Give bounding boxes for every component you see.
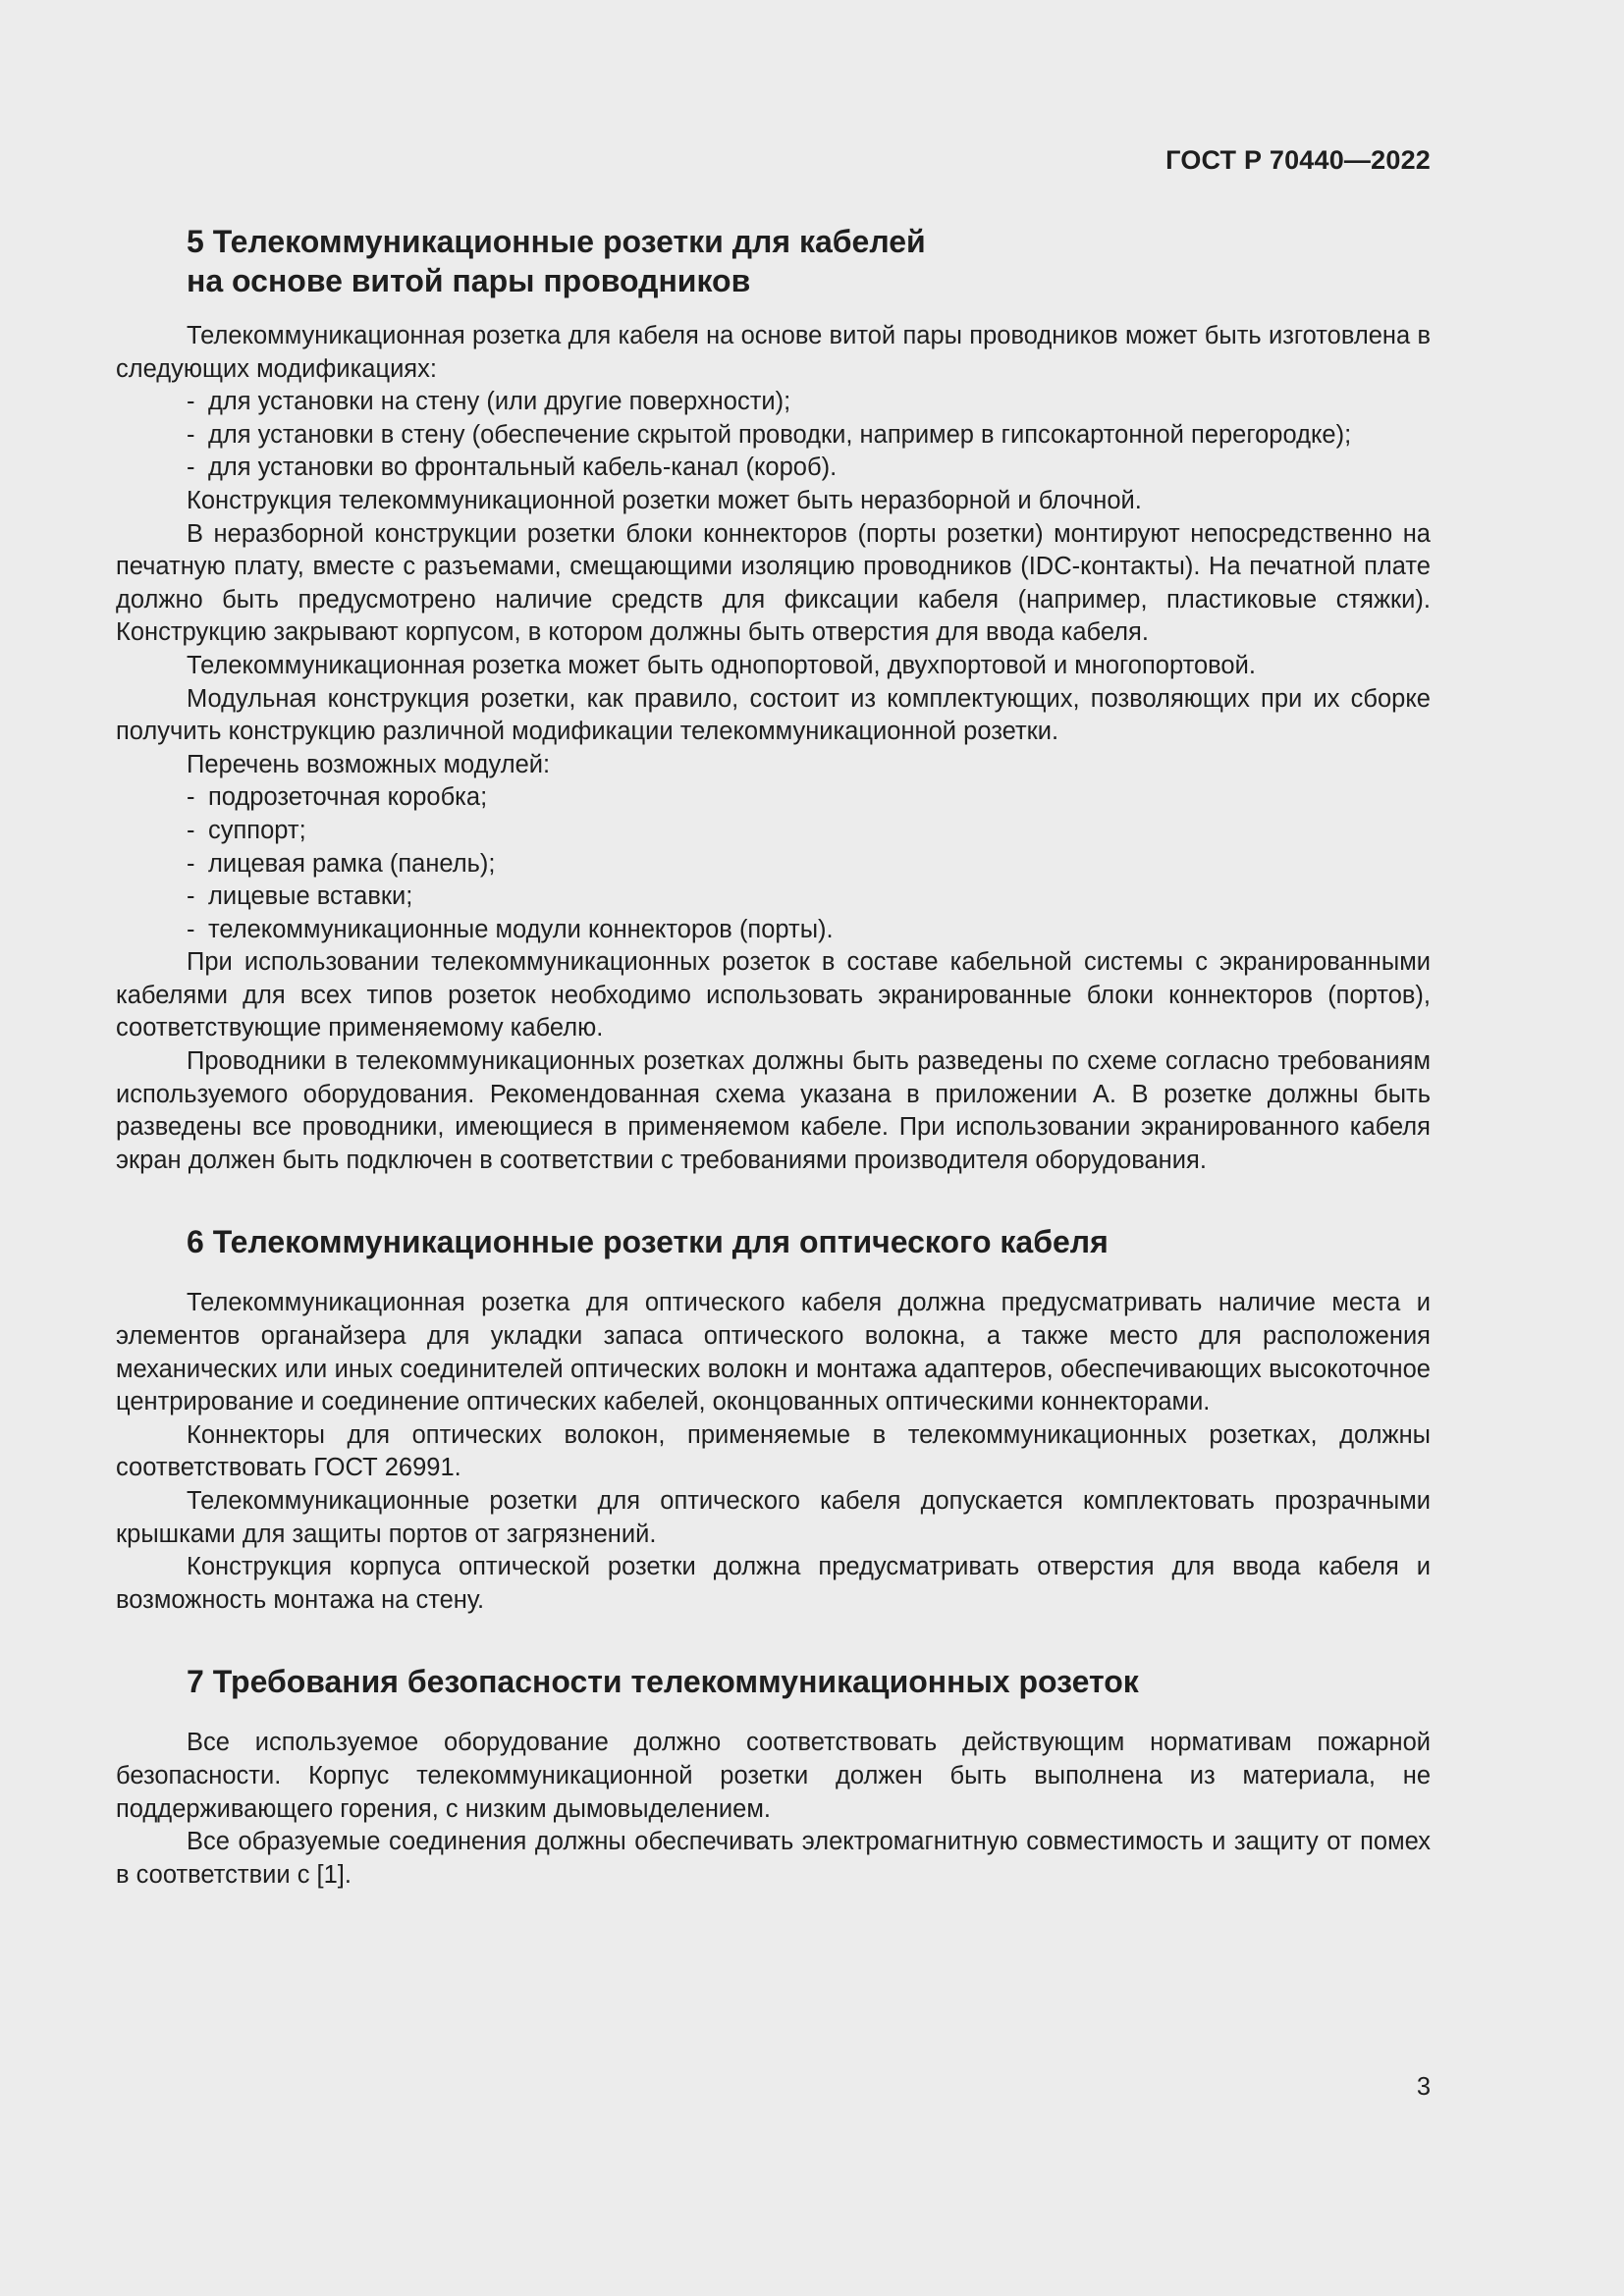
list-item: - для установки на стену (или другие поверхности); [187, 388, 791, 416]
list-item: - для установки в стену (обеспечение скрытой проводки, например в гипсокартонной перегородке); [187, 420, 1352, 449]
section-6-title: 6 Телекоммуникационные розетки для оптического кабеля [187, 1224, 1109, 1260]
paragraph: Конструкция телекоммуникационной розетки может быть неразборной и блочной. [187, 486, 1142, 514]
paragraph: При использовании телекоммуникационных розеток в составе кабельной системы с экранированными кабелями для всех типов розеток необходимо использовать экранированные блоки коннекторов (портов), соответствующие применяемому кабелю. [116, 948, 1431, 1042]
list-item: - для установки во фронтальный кабель-канал (короб). [187, 454, 838, 482]
list-item: - подрозеточная коробка; [187, 783, 488, 812]
section-5-title [116, 222, 1431, 300]
list-item: - суппорт; [187, 816, 306, 844]
paragraph: Все используемое оборудование должно соответствовать действующим нормативам пожарной безопасности. Корпус телекоммуникационной розетки должен быть выполнена из материала, не поддерживающего горения, с низким дымовыделением. [116, 1729, 1431, 1823]
section-6 [116, 1222, 1431, 1617]
section-7-title: 7 Требования безопасности телекоммуникационных розеток [187, 1664, 1139, 1700]
paragraph: Модульная конструкция розетки, как правило, состоит из комплектующих, позволяющих при их сборке получить конструкцию различной модификации телекоммуникационной розетки. [116, 684, 1431, 746]
list-item: - лицевые вставки; [187, 882, 413, 911]
paragraph: Перечень возможных модулей: [187, 750, 551, 778]
paragraph: Проводники в телекоммуникационных розетках должны быть разведены по схеме согласно требованиям используемого оборудования. Рекомендованная схема указана в приложении А. В розетке должны быть разведены все проводники, имеющиеся в применяемом кабеле. При использовании экранированного кабеля экран должен быть подключен в соответствии с требованиями производителя оборудования. [116, 1047, 1431, 1174]
section-5-title-line2: на основе витой пары проводников [187, 263, 751, 298]
page-number: 3 [1416, 2073, 1431, 2101]
paragraph: Конструкция корпуса оптической розетки должна предусматривать отверстия для ввода кабеля и возможность монтажа на стену. [116, 1553, 1431, 1614]
section-7 [116, 1662, 1431, 1892]
paragraph: Коннекторы для оптических волокон, применяемые в телекоммуникационных розетках, должны соответствовать ГОСТ 26991. [116, 1420, 1431, 1482]
document-body [116, 222, 1431, 1892]
paragraph: В неразборной конструкции розетки блоки коннекторов (порты розетки) монтируют непосредственно на печатную плату, вместе с разъемами, смещающими изоляцию проводников (IDC-контакты). На печатной плате должно быть предусмотрено наличие средств для фиксации кабеля (например, пластиковые стяжки). Конструкцию закрывают корпусом, в котором должны быть отверстия для ввода кабеля. [116, 519, 1431, 647]
paragraph: Телекоммуникационная розетка может быть однопортовой, двухпортовой и многопортовой. [187, 651, 1256, 679]
paragraph: Телекоммуникационные розетки для оптического кабеля допускается комплектовать прозрачными крышками для защиты портов от загрязнений. [116, 1487, 1431, 1548]
section-5 [116, 222, 1431, 1177]
document-code: ГОСТ Р 70440—2022 [1165, 145, 1431, 175]
list-item: - лицевая рамка (панель); [187, 849, 496, 878]
list-item: - телекоммуникационные модули коннекторов (порты). [187, 915, 834, 943]
paragraph: Все образуемые соединения должны обеспечивать электромагнитную совместимость и защиту от помех в соответствии с [1]. [116, 1828, 1431, 1889]
section-5-title-line1: 5 Телекоммуникационные розетки для кабелей [187, 224, 926, 259]
paragraph: Телекоммуникационная розетка для кабеля на основе витой пары проводников может быть изготовлена в следующих модификациях: [116, 322, 1431, 383]
paragraph: Телекоммуникационная розетка для оптического кабеля должна предусматривать наличие места и элементов органайзера для укладки запаса оптического волокна, а также место для расположения механических или иных соединителей оптических волокн и монтажа адаптеров, обеспечивающих высокоточное центрирование и соединение оптических кабелей, оконцованных оптическими коннекторами. [116, 1289, 1431, 1416]
